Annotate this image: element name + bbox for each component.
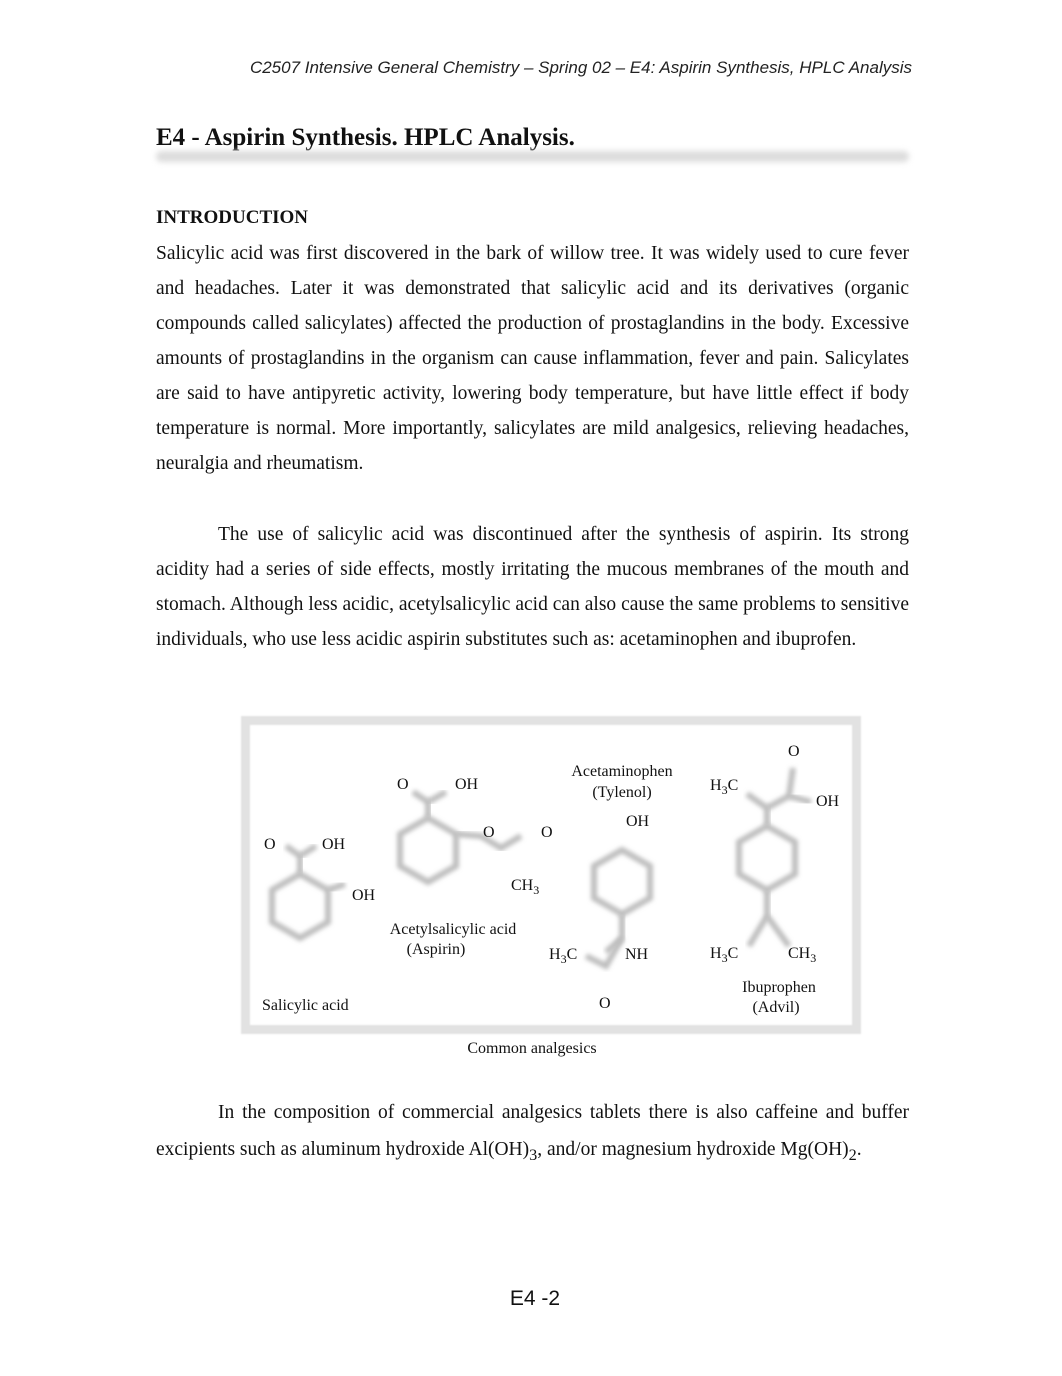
figure-caption: Common analgesics [467,1040,597,1057]
aspirin-o3-label: O [541,824,553,841]
ibuprofen-structure [710,743,840,1016]
ibuprofen-h3c-top-label: $H_3C$ [710,777,739,797]
composition-paragraph: In the composition of commercial analgesics tablets there is also caffeine and buffer excipients such as aluminum hydroxide $Al(OH)_3$, and/or magnesium hydroxide $Mg(OH)_2$. [156,1102,909,1164]
salicylic-oh2-label: OH [352,887,376,904]
intro-paragraph-2: The use of salicylic acid was discontinued after the synthesis of aspirin. Its strong acidity had a series of side effects, mostly irritating the mucous membranes of the mouth and stomach. Although less acidic, acetylsalicylic acid can also cause the same problems to sensitive individuals, who use less acidic aspirin substitutes such as: acetaminophen and ibuprofen. [156,524,909,650]
aspirin-trade-name: (Aspirin) [406,941,466,958]
page-title: E4 - Aspirin Synthesis. HPLC Analysis. [156,124,575,151]
page-number: E4 -2 [509,1287,561,1310]
acetaminophen-trade-name: (Tylenol) [592,784,652,801]
intro-paragraph-1: Salicylic acid was first discovered in the bark of willow tree. It was widely used to cure fever and headaches. Later it was demonstrated that salicylic acid and its derivatives (organic compounds called salicylates) affected the production of prostaglandins in the body. Excessive amounts of prostaglandins in the organism can cause inflammation, fever and pain. Salicylates are said to have antipyretic activity, lowering body temperature, but have little effect if body temperature is normal. More importantly, salicylates are mild analgesics, relieving headaches, neuralgia and rheumatism. [156,243,909,474]
acetaminophen-oh-label: OH [626,813,650,830]
salicylic-acid-structure [262,836,376,1014]
acetaminophen-h3c-label: $H_3C$ [549,946,578,966]
ibuprofen-h3c-bottom-label: $H_3C$ [710,945,739,965]
acetaminophen-nh-label: NH [625,946,649,963]
acetaminophen-name: Acetaminophen [571,763,673,780]
ibuprofen-o-label: O [788,743,800,760]
acetaminophen-structure [549,763,673,1012]
title-underline [156,151,909,162]
aspirin-ch3-label: $CH_3$ [511,877,540,897]
acetaminophen-o-label: O [599,995,611,1012]
aspirin-o2-label: O [483,824,495,841]
aspirin-o1-label: O [397,776,409,793]
ibuprofen-ch3-label: $CH_3$ [788,945,817,965]
analgesics-structures-figure [241,716,861,1034]
ibuprofen-name: Ibuprophen [742,979,816,996]
salicylic-oh-label: OH [322,836,346,853]
salicylic-o-label: O [264,836,276,853]
ibuprofen-oh-label: OH [816,793,840,810]
salicylic-acid-name: Salicylic acid [262,997,349,1014]
aspirin-oh-label: OH [455,776,479,793]
running-header: C2507 Intensive General Chemistry – Spring 02 – E4: Aspirin Synthesis, HPLC Analysis [249,58,912,77]
section-heading: INTRODUCTION [156,207,309,228]
ibuprofen-trade-name: (Advil) [752,999,800,1016]
aspirin-structure [390,776,553,958]
aspirin-name: Acetylsalicylic acid [389,921,517,938]
